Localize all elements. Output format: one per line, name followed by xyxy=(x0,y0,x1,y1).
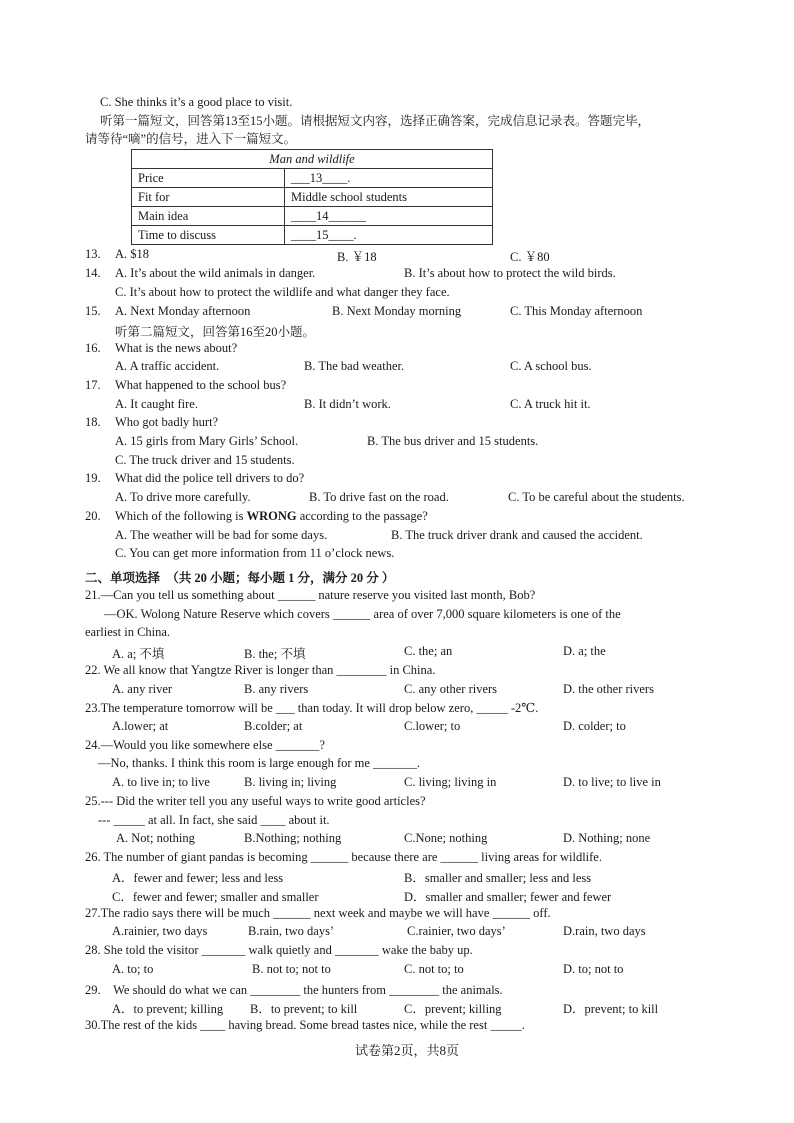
q19-number: 19. xyxy=(85,471,101,485)
q29-option-b: B．to prevent; to kill xyxy=(250,1002,358,1016)
q25-stem-2: --- _____ at all. In fact, she said ____ about it. xyxy=(98,813,330,827)
q24-option-b: B. living in; living xyxy=(244,775,337,789)
q15-option-a: A. Next Monday afternoon xyxy=(115,304,251,318)
q29-option-c: C．prevent; killing xyxy=(404,1002,502,1016)
q17-number: 17. xyxy=(85,378,101,392)
q13-option-b: B. ￥18 xyxy=(337,250,377,264)
q25-option-b: B.Nothing; nothing xyxy=(244,831,342,845)
q23-option-a: A.lower; at xyxy=(112,719,169,733)
q27-stem: 27.The radio says there will be much ______ next week and maybe we will have ______ off. xyxy=(85,906,551,920)
q16-option-a: A. A traffic accident. xyxy=(115,359,220,373)
q15-number: 15. xyxy=(85,304,101,318)
q23-option-d: D. colder; to xyxy=(563,719,626,733)
q29-option-a: A．to prevent; killing xyxy=(112,1002,224,1016)
q18-number: 18. xyxy=(85,415,101,429)
q13-option-c: C. ￥80 xyxy=(510,250,550,264)
q20-option-a: A. The weather will be bad for some days. xyxy=(115,528,328,542)
q21-option-d: D. a; the xyxy=(563,644,606,658)
q28-option-b: B. not to; not to xyxy=(252,962,331,976)
q15-option-b: B. Next Monday morning xyxy=(332,304,462,318)
q22-option-c: C. any other rivers xyxy=(404,682,498,696)
q25-stem: 25.--- Did the writer tell you any useful ways to write good articles? xyxy=(85,794,426,808)
q18-option-b: B. The bus driver and 15 students. xyxy=(367,434,539,448)
q12-option-c: C. She thinks it’s a good place to visit. xyxy=(100,95,293,109)
q30-stem: 30.The rest of the kids ____ having bread. Some bread tastes nice, while the rest _____. xyxy=(85,1018,525,1032)
q21-stem-3: earliest in China. xyxy=(85,625,171,639)
table-row: Time to discuss ____15____. xyxy=(132,226,493,245)
instruction-1: 听第一篇短文，回答第13至15小题。请根据短文内容，选择正确答案，完成信息记录表。答题完毕， xyxy=(100,114,651,128)
q23-option-b: B.colder; at xyxy=(244,719,303,733)
q20-option-c: C. You can get more information from 11 o’clock news. xyxy=(115,546,395,560)
q21-option-c: C. the; an xyxy=(404,644,453,658)
q17-option-a: A. It caught fire. xyxy=(115,397,198,411)
q19-option-b: B. To drive fast on the road. xyxy=(309,490,449,504)
q28-stem: 28. She told the visitor _______ walk quietly and _______ wake the baby up. xyxy=(85,943,473,957)
q18-option-c: C. The truck driver and 15 students. xyxy=(115,453,295,467)
q20-option-b: B. The truck driver drank and caused the accident. xyxy=(391,528,643,542)
q26-option-c: C．fewer and fewer; smaller and smaller xyxy=(112,890,319,904)
q24-stem: 24.—Would you like somewhere else _______? xyxy=(85,738,325,752)
q20-stem: Which of the following is WRONG according to the passage? xyxy=(115,509,428,523)
q27-option-c: C.rainier, two days’ xyxy=(407,924,506,938)
q23-option-c: C.lower; to xyxy=(404,719,461,733)
q15-option-c: C. This Monday afternoon xyxy=(510,304,643,318)
q18-stem: Who got badly hurt? xyxy=(115,415,219,429)
q21-option-b: B. the; 不填 xyxy=(244,647,306,661)
q26-option-a: A．fewer and fewer; less and less xyxy=(112,871,284,885)
q25-option-c: C.None; nothing xyxy=(404,831,488,845)
q19-stem: What did the police tell drivers to do? xyxy=(115,471,305,485)
q13-option-a: A. $18 xyxy=(115,247,150,261)
section-2-heading: 二、单项选择 （共 20 小题；每小题 1 分，满分 20 分 ） xyxy=(85,571,395,585)
instruction-1-cont: 请等待“嘀”的信号，进入下一篇短文。 xyxy=(85,132,297,146)
q29-stem: 29. We should do what we can ________ the hunters from ________ the animals. xyxy=(85,983,503,997)
q24-stem-2: —No, thanks. I think this room is large enough for me _______. xyxy=(98,756,420,770)
table-row: Main idea ____14______ xyxy=(132,207,493,226)
q28-option-d: D. to; not to xyxy=(563,962,624,976)
q26-stem: 26. The number of giant pandas is becoming ______ because there are ______ living areas for wildlife. xyxy=(85,850,602,864)
q14-option-a: A. It’s about the wild animals in danger. xyxy=(115,266,316,280)
q19-option-a: A. To drive more carefully. xyxy=(115,490,251,504)
q19-option-c: C. To be careful about the students. xyxy=(508,490,685,504)
info-table xyxy=(131,149,493,245)
q26-option-d: D．smaller and smaller; fewer and fewer xyxy=(404,890,612,904)
q22-stem: 22. We all know that Yangtze River is longer than ________ in China. xyxy=(85,663,436,677)
q24-option-a: A. to live in; to live xyxy=(112,775,210,789)
q13-number: 13. xyxy=(85,247,101,261)
q17-option-b: B. It didn’t work. xyxy=(304,397,391,411)
table-row: Price ___13____. xyxy=(132,169,493,188)
q17-stem: What happened to the school bus? xyxy=(115,378,287,392)
q14-number: 14. xyxy=(85,266,101,280)
q25-option-d: D. Nothing; none xyxy=(563,831,651,845)
q22-option-d: D. the other rivers xyxy=(563,682,654,696)
q21-option-a: A. a; 不填 xyxy=(112,647,165,661)
instruction-2: 听第二篇短文，回答第16至20小题。 xyxy=(115,325,316,339)
q17-option-c: C. A truck hit it. xyxy=(510,397,591,411)
q28-option-a: A. to; to xyxy=(112,962,154,976)
q21-stem: 21.—Can you tell us something about ______ nature reserve you visited last month, Bob? xyxy=(85,588,536,602)
q23-stem: 23.The temperature tomorrow will be ___ than today. It will drop below zero, _____ -2℃. xyxy=(85,701,539,715)
q25-option-a: A. Not; nothing xyxy=(116,831,195,845)
q29-option-d: D．prevent; to kill xyxy=(563,1002,659,1016)
q27-option-d: D.rain, two days xyxy=(563,924,646,938)
q21-stem-2: —OK. Wolong Nature Reserve which covers ______ area of over 7,000 square kilometers is one of the xyxy=(104,607,621,621)
q26-option-b: B．smaller and smaller; less and less xyxy=(404,871,592,885)
q28-option-c: C. not to; to xyxy=(404,962,464,976)
q16-stem: What is the news about? xyxy=(115,341,238,355)
q27-option-b: B.rain, two days’ xyxy=(248,924,335,938)
q20-number: 20. xyxy=(85,509,101,523)
q24-option-c: C. living; living in xyxy=(404,775,497,789)
q24-option-d: D. to live; to live in xyxy=(563,775,661,789)
table-row: Fit for Middle school students xyxy=(132,188,493,207)
q16-option-b: B. The bad weather. xyxy=(304,359,405,373)
q14-option-c: C. It’s about how to protect the wildlife and what danger they face. xyxy=(115,285,450,299)
q22-option-a: A. any river xyxy=(112,682,173,696)
q27-option-a: A.rainier, two days xyxy=(112,924,208,938)
table-title: Man and wildlife xyxy=(132,150,493,169)
q18-option-a: A. 15 girls from Mary Girls’ School. xyxy=(115,434,299,448)
q16-number: 16. xyxy=(85,341,101,355)
q16-option-c: C. A school bus. xyxy=(510,359,592,373)
q22-option-b: B. any rivers xyxy=(244,682,309,696)
q14-option-b: B. It’s about how to protect the wild birds. xyxy=(404,266,616,280)
page-footer: 试卷第2页，共8页 xyxy=(355,1043,460,1058)
